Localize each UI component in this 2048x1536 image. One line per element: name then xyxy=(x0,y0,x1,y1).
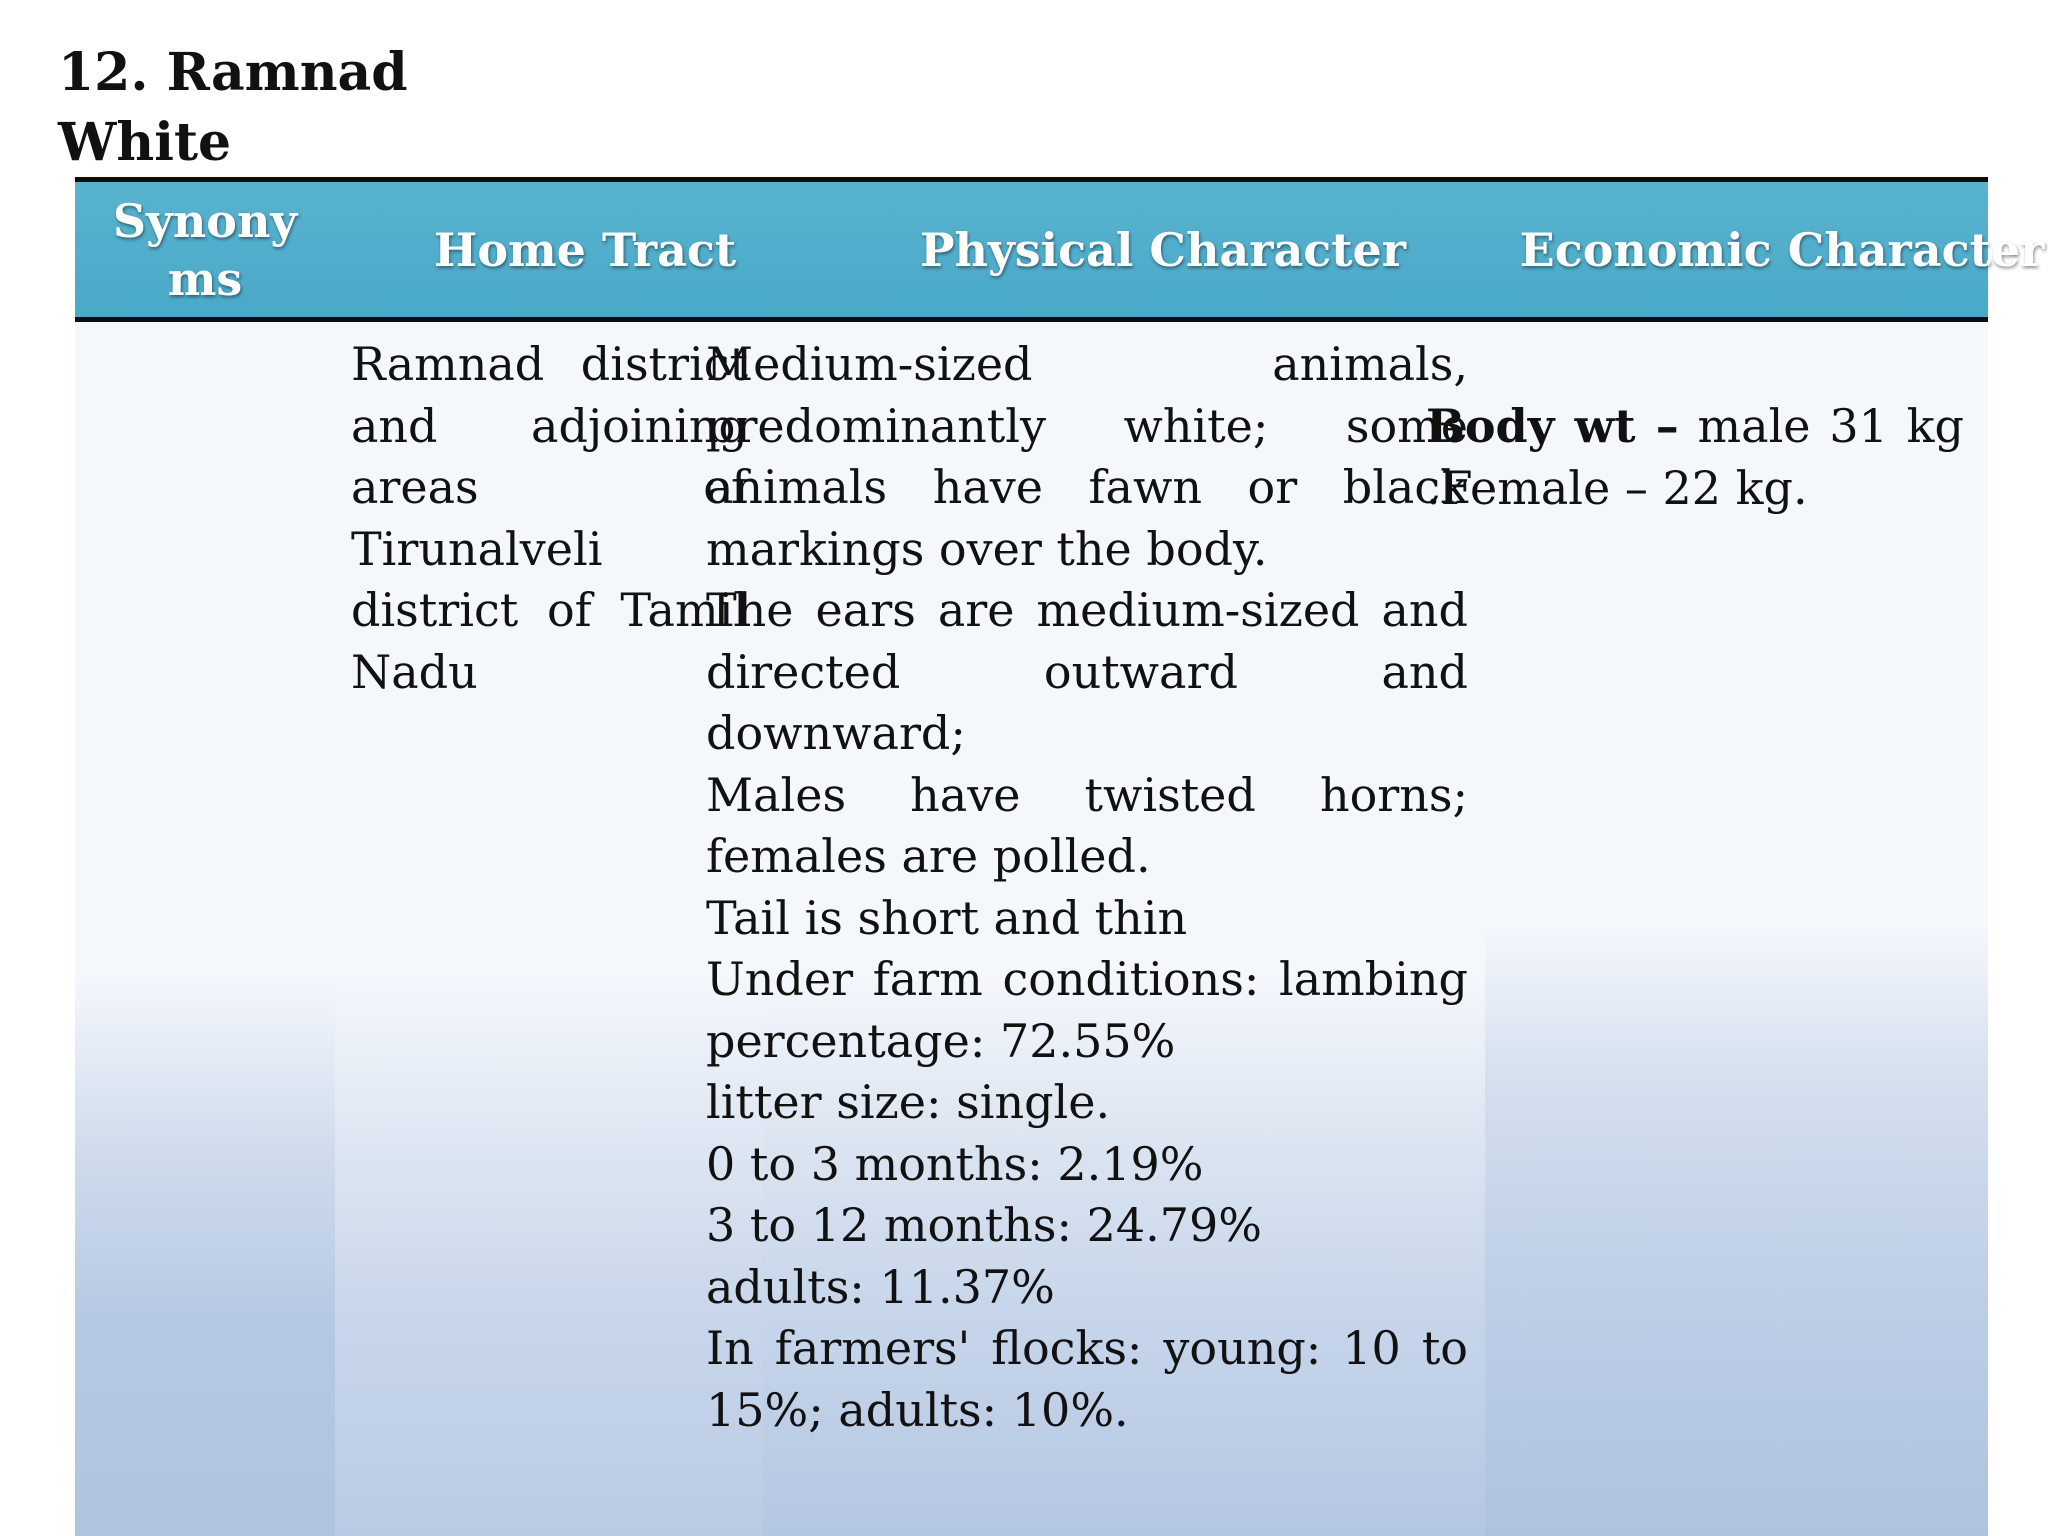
header-synonyms xyxy=(75,182,335,317)
breed-table xyxy=(75,177,2045,1536)
physical-paragraph: Under farm conditions: lambing percentage: 72.55% xyxy=(706,952,1468,1068)
title-line-2: White xyxy=(58,112,232,173)
physical-paragraph: Medium-sized animals, predominantly white; some animals have fawn or black markings over the body. xyxy=(706,337,1468,576)
title-line-1: 12. Ramnad xyxy=(58,42,408,103)
physical-paragraph: In farmers' flocks: young: 10 to 15%; adults: 10%. xyxy=(706,1321,1468,1437)
physical-paragraph: adults: 11.37% xyxy=(706,1259,1055,1314)
physical-paragraph: The ears are medium-sized and directed outward and downward; xyxy=(706,583,1468,760)
header-synonyms-line-1: Synony xyxy=(112,193,298,248)
physical-paragraph: Males have twisted horns; females are polled. xyxy=(706,767,1468,883)
physical-paragraph: 3 to 12 months: 24.79% xyxy=(706,1198,1263,1252)
body-weight-label: Body wt – xyxy=(1426,399,1679,453)
header-home-tract: Home Tract xyxy=(433,222,737,277)
header-synonyms-line-2: ms xyxy=(167,251,243,306)
column-synonyms xyxy=(75,322,335,1536)
physical-paragraph: 0 to 3 months: 2.19% xyxy=(706,1136,1204,1191)
slide-title xyxy=(58,38,478,178)
cell-home-tract: Ramnad district and adjoining areas of Tirunalveli district of Tamil Nadu xyxy=(351,337,748,699)
cell-economic-character xyxy=(1426,396,1964,519)
body-weight-text: male 31 kg .Female – 22 kg. xyxy=(1426,399,1964,515)
header-economic-character: Economic Character xyxy=(1519,222,2045,277)
header-physical-character: Physical Character xyxy=(919,222,1407,277)
cell-physical-character xyxy=(706,334,1468,1441)
physical-paragraph: Tail is short and thin xyxy=(706,890,1188,945)
physical-paragraph: litter size: single. xyxy=(706,1075,1111,1129)
